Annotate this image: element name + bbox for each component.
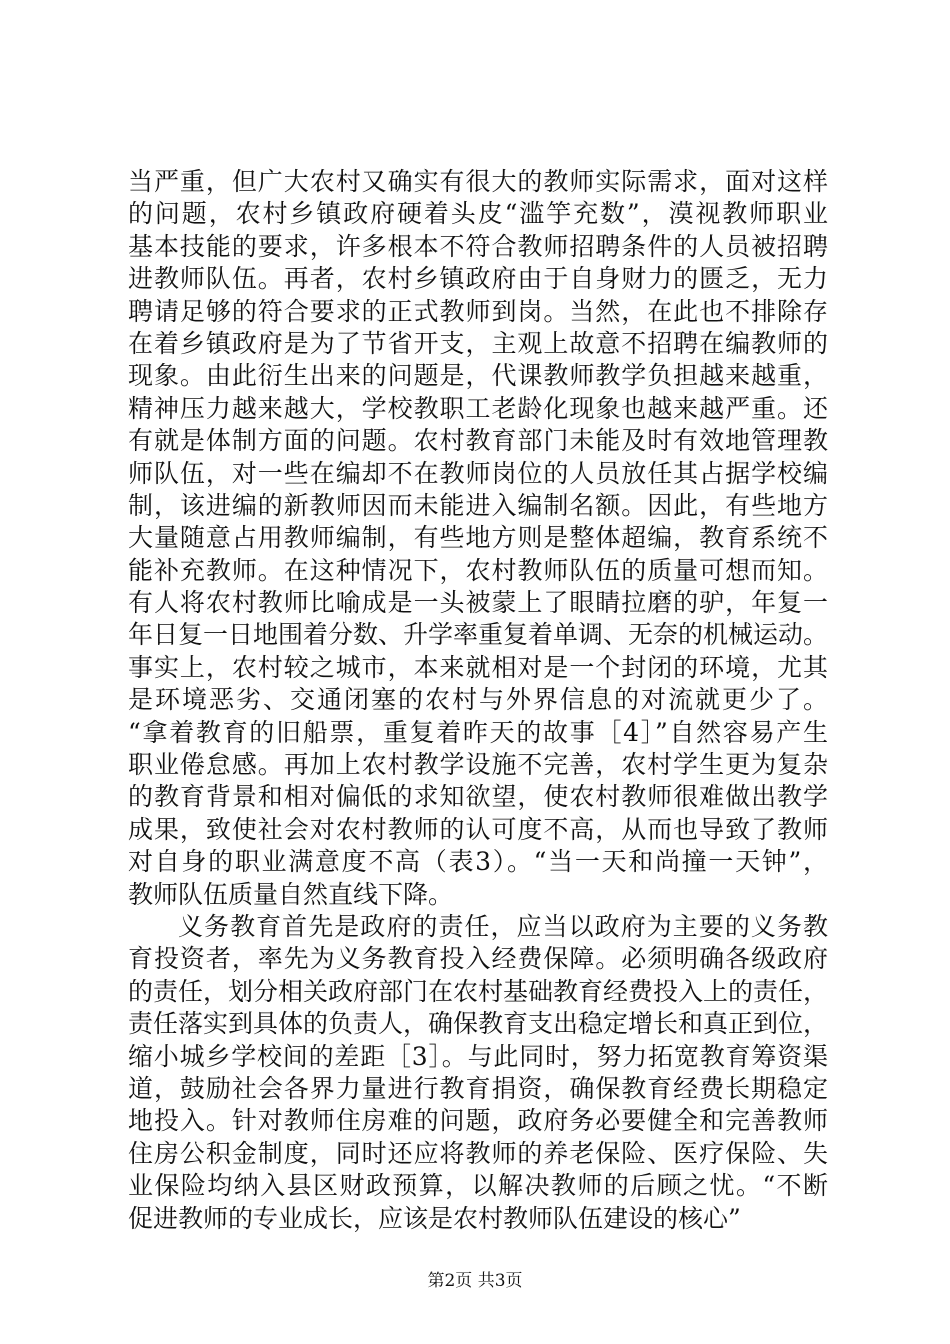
paragraph	[128, 166, 828, 911]
text-line: 年日复一日地围着分数、升学率重复着单调、无奈的机械运动。	[128, 620, 829, 650]
text-line: 义务教育首先是政府的责任，应当以政府为主要的义务教	[178, 911, 828, 941]
text-line: 缩小城乡学校间的差距［3］。与此同时，努力拓宽教育筹资渠	[128, 1041, 828, 1071]
text-line: 责任落实到具体的负责人，确保教育支出稳定增长和真正到位，	[128, 1009, 829, 1039]
text-line: 当严重，但广大农村又确实有很大的教师实际需求，面对这样	[128, 167, 828, 196]
text-line: 教师队伍质量自然直线下降。	[128, 879, 454, 909]
text-line: 有人将农村教师比喻成是一头被蒙上了眼睛拉磨的驴，年复一	[128, 588, 828, 618]
text-line: 精神压力越来越大，学校教职工老龄化现象也越来越严重。还	[128, 393, 828, 423]
text-line: 是环境恶劣、交通闭塞的农村与外界信息的对流就更少了。	[128, 685, 828, 715]
text-line: 育投资者，率先为义务教育投入经费保障。必须明确各级政府	[128, 944, 828, 974]
text-line: “拿着教育的旧船票，重复着昨天的故事［4］”自然容易产生	[128, 717, 828, 747]
text-line: 职业倦怠感。再加上农村教学设施不完善，农村学生更为复杂	[128, 750, 828, 780]
text-line: 在着乡镇政府是为了节省开支，主观上故意不招聘在编教师的	[128, 328, 828, 358]
text-line: 的责任，划分相关政府部门在农村基础教育经费投入上的责任，	[128, 976, 829, 1006]
text-line: 事实上，农村较之城市，本来就相对是一个封闭的环境，尤其	[128, 652, 828, 682]
text-line: 大量随意占用教师编制，有些地方则是整体超编，教育系统不	[128, 523, 828, 553]
paragraph	[128, 911, 828, 1235]
text-line: 有就是体制方面的问题。农村教育部门未能及时有效地管理教	[128, 426, 828, 456]
text-line: 住房公积金制度，同时还应将教师的养老保险、医疗保险、失	[128, 1138, 828, 1168]
text-line: 进教师队伍。再者，农村乡镇政府由于自身财力的匮乏，无力	[128, 264, 828, 294]
text-line: 地投入。针对教师住房难的问题，政府务必要健全和完善教师	[128, 1106, 828, 1136]
text-line: 道，鼓励社会各界力量进行教育捐资，确保教育经费长期稳定	[128, 1073, 828, 1103]
text-line: 制，该进编的新教师因而未能进入编制名额。因此，有些地方	[128, 490, 828, 520]
text-line: 师队伍，对一些在编却不在教师岗位的人员放任其占据学校编	[128, 458, 828, 488]
text-line: 促进教师的专业成长，应该是农村教师队伍建设的核心”	[128, 1203, 741, 1233]
text-line: 现象。由此衍生出来的问题是，代课教师教学负担越来越重，	[128, 361, 828, 391]
text-line: 业保险均纳入县区财政预算，以解决教师的后顾之忧。“不断	[128, 1171, 828, 1201]
page-footer: 第2页 共3页	[427, 1271, 523, 1291]
text-line: 聘请足够的符合要求的正式教师到岗。当然，在此也不排除存	[128, 296, 828, 326]
text-line: 成果，致使社会对农村教师的认可度不高，从而也导致了教师	[128, 814, 828, 844]
text-line: 的问题，农村乡镇政府硬着头皮“滥竽充数”，漠视教师职业	[128, 199, 828, 229]
text-line: 的教育背景和相对偏低的求知欲望，使农村教师很难做出教学	[128, 782, 828, 812]
text-line: 对自身的职业满意度不高（表3）。“当一天和尚撞一天钟”，	[128, 847, 828, 877]
document-body	[128, 166, 828, 1235]
text-line: 基本技能的要求，许多根本不符合教师招聘条件的人员被招聘	[128, 231, 828, 261]
text-line: 能补充教师。在这种情况下，农村教师队伍的质量可想而知。	[128, 555, 828, 585]
